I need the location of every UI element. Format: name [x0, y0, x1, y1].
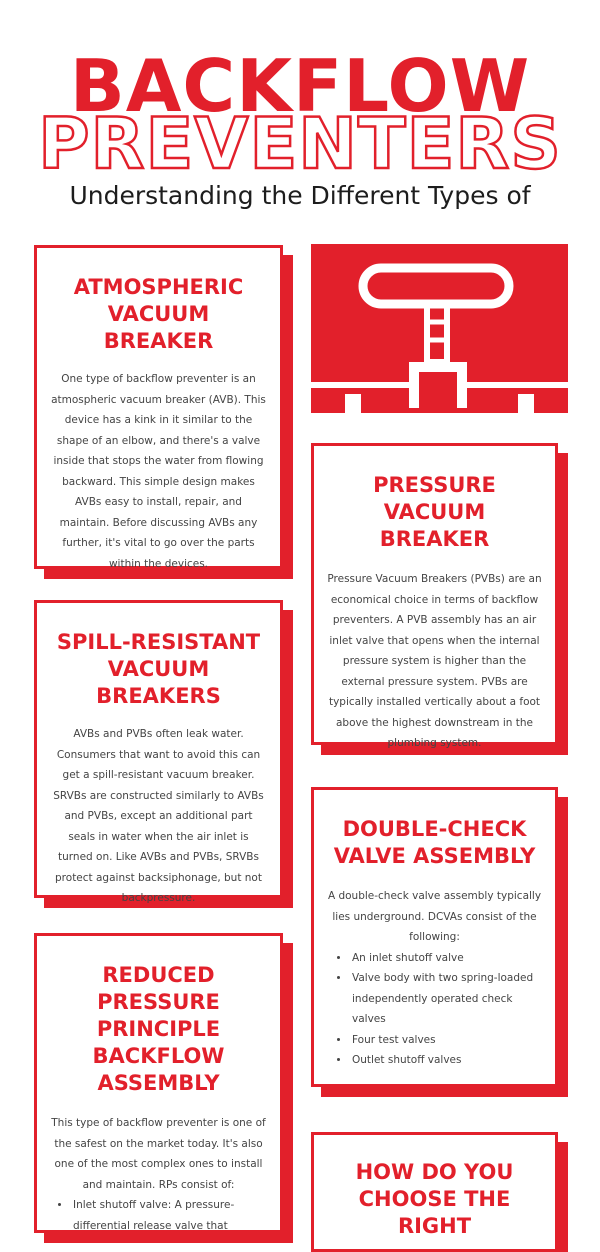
card-body: A double-check valve assembly typically lies underground. DCVAs consist of the following: [327, 890, 542, 943]
subtitle: Understanding the Different Types of [69, 181, 531, 210]
card-body: This type of backflow preventer is one of the safest on the market today. It's also one of the most complex ones to install and maintain. RPs consist of: [51, 1117, 266, 1191]
card-pressure-vacuum-breaker [311, 443, 558, 749]
card-title: SPILL-RESISTANT VACUUM BREAKERS [56, 630, 261, 708]
card-title: DOUBLE-CHECK VALVE ASSEMBLY [333, 817, 536, 868]
list-item: • Valve body with two spring-loaded independently operated check valves [350, 968, 545, 1030]
card-double-check-valve-assembly [311, 787, 558, 1087]
title-line-1: BACKFLOW [69, 44, 531, 128]
list-item: • An inlet shutoff valve [350, 948, 545, 969]
card-list [45, 1195, 272, 1236]
card-title: PRESSURE VACUUM BREAKER [373, 473, 496, 551]
card-title: HOW DO YOU CHOOSE THE RIGHT [355, 1160, 514, 1238]
list-item: • Outlet shutoff valves [350, 1050, 545, 1071]
card-title: REDUCED PRESSURE PRINCIPLE BACKFLOW ASSEMBLY [92, 963, 225, 1095]
title-line-2: PREVENTERS [38, 103, 562, 185]
card-spill-resistant-vacuum-breakers [34, 600, 283, 904]
card-how-to-choose [311, 1132, 558, 1252]
card-atmospheric-vacuum-breaker [34, 245, 283, 569]
list-item: • Inlet shutoff valve: A pressure-differential release valve that [71, 1195, 272, 1236]
card-list [324, 948, 545, 1071]
card-body: Pressure Vacuum Breakers (PVBs) are an economical choice in terms of backflow preventers. A PVB assembly has an air inlet valve that opens when the internal pressure system is higher than the external pressure system. PVBs are typically installed vertically about a foot above the highest downstream in the plumbing system. [327, 573, 542, 749]
card-body: One type of backflow preventer is an atmospheric vacuum breaker (AVB). This device has a kink in it similar to the shape of an elbow, and there's a valve inside that stops the water from flowing backward. This simple design makes AVBs easy to install, repair, and maintain. Before discussing AVBs any further, it's vital to go over the parts within the devices. [51, 373, 266, 570]
list-item: • Four test valves [350, 1030, 545, 1051]
card-title: ATMOSPHERIC VACUUM BREAKER [73, 275, 244, 353]
card-reduced-pressure-principle [34, 933, 283, 1233]
card-body: AVBs and PVBs often leak water. Consumers that want to avoid this can get a spill-resistant vacuum breaker. SRVBs are constructed similarly to AVBs and PVBs, except an additional part seals in water when the air inlet is turned on. Like AVBs and PVBs, SRVBs protect against backsiphonage, but not backpressure. [53, 728, 264, 904]
valve-icon [311, 244, 568, 413]
